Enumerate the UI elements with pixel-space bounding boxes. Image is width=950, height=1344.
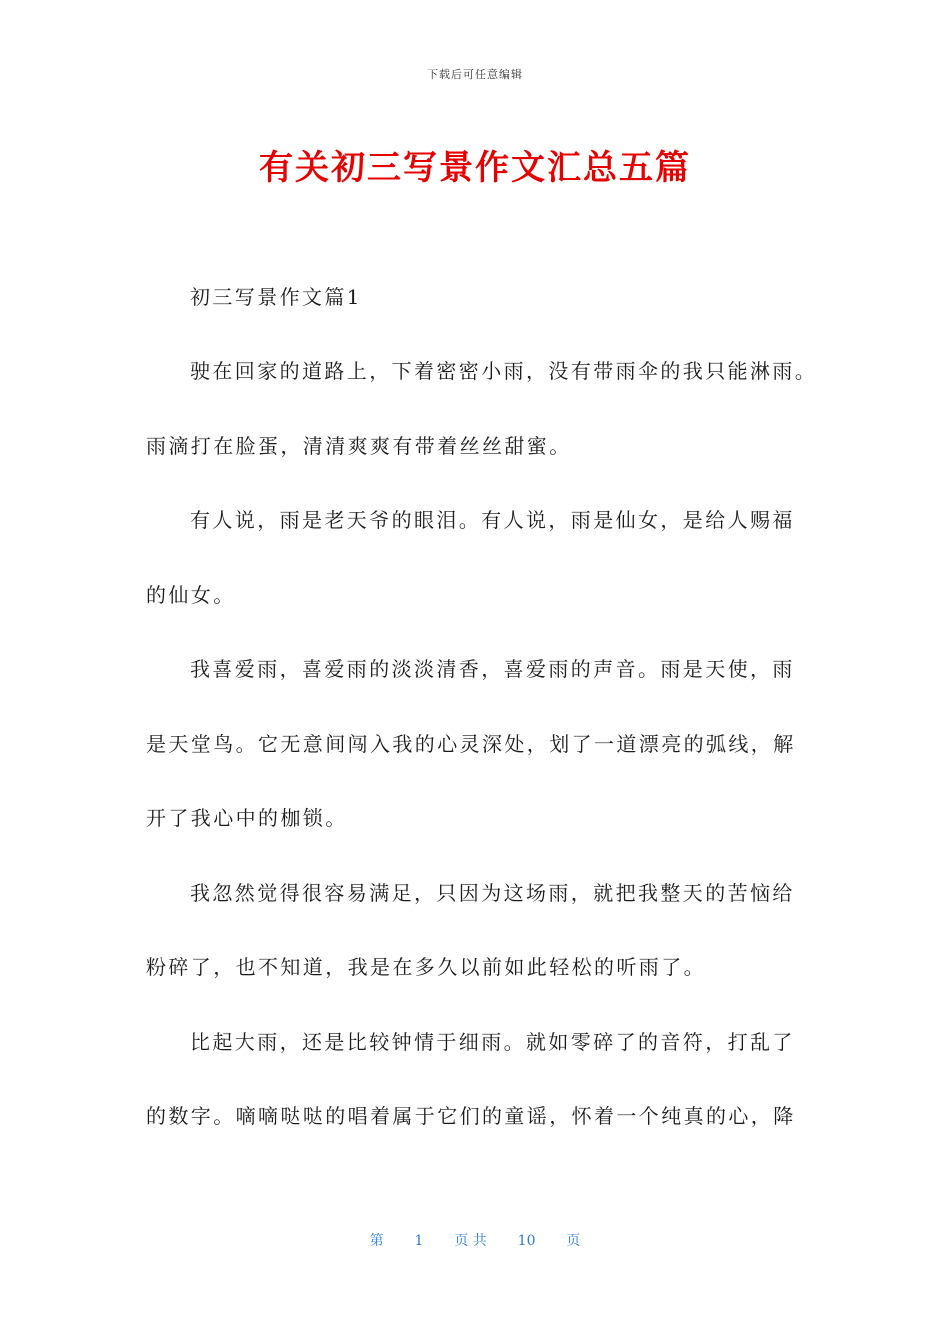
page-footer <box>0 1230 950 1250</box>
paragraph-line: 我喜爱雨，喜爱雨的淡淡清香，喜爱雨的声音。雨是天使，雨 <box>190 657 795 681</box>
paragraph-line: 我忽然觉得很容易满足，只因为这场雨，就把我整天的苦恼给 <box>190 881 795 905</box>
total-pages: 10 <box>517 1233 536 1249</box>
paragraph-line: 驶在回家的道路上，下着密密小雨，没有带雨伞的我只能淋雨。 <box>190 359 818 383</box>
paragraph-line: 是天堂鸟。它无意间闯入我的心灵深处，划了一道漂亮的弧线，解 <box>146 732 796 756</box>
page-suffix: 页 <box>566 1233 581 1249</box>
document-title: 有关初三写景作文汇总五篇 <box>259 148 691 188</box>
total-label: 页 共 <box>454 1233 487 1249</box>
page-label: 第 <box>369 1233 384 1249</box>
paragraph-line: 有人说，雨是老天爷的眼泪。有人说，雨是仙女，是给人赐福 <box>190 508 795 532</box>
paragraph-line: 雨滴打在脸蛋，清清爽爽有带着丝丝甜蜜。 <box>146 434 572 458</box>
paragraph-line: 粉碎了，也不知道，我是在多久以前如此轻松的听雨了。 <box>146 955 706 979</box>
page-number: 1 <box>414 1233 424 1249</box>
paragraph-line: 的仙女。 <box>146 583 236 607</box>
section-heading: 初三写景作文篇1 <box>190 285 362 309</box>
header-note: 下载后可任意编辑 <box>427 68 523 81</box>
paragraph-line: 比起大雨，还是比较钟情于细雨。就如零碎了的音符，打乱了 <box>190 1030 795 1054</box>
paragraph-line: 的数字。嘀嘀哒哒的唱着属于它们的童谣，怀着一个纯真的心，降 <box>146 1104 796 1128</box>
paragraph-line: 开了我心中的枷锁。 <box>146 806 348 830</box>
